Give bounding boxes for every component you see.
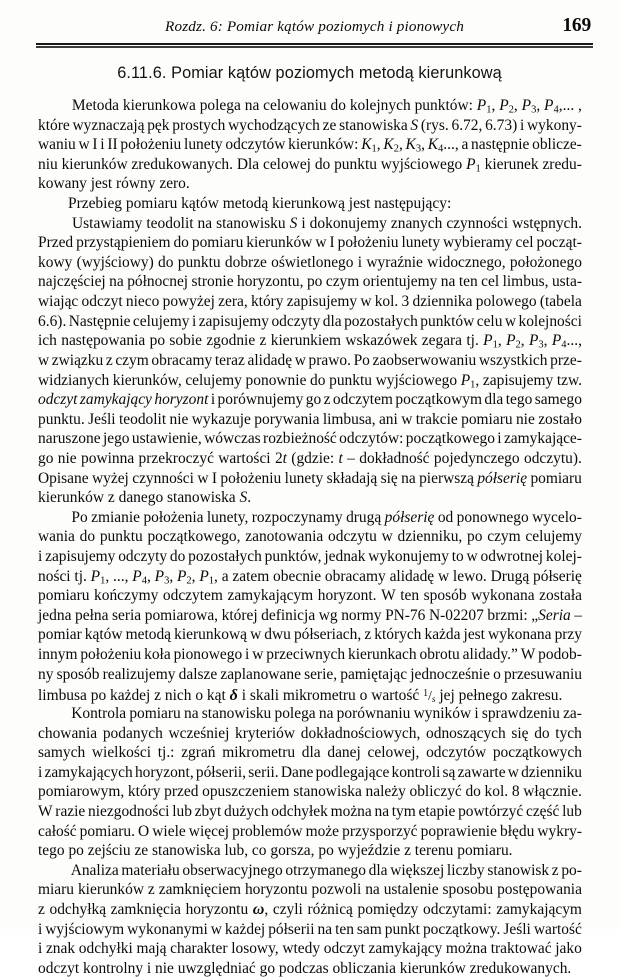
text-line: go nie powinna przekroczyć wartości 2t (gdzie: t – dokładność pojedynczego odczytu). — [38, 449, 582, 467]
text-line: Po zmianie położenia lunety, rozpoczynamy drugą półserię od ponownego wycelo- — [71, 508, 582, 526]
text-line: kierunków z danego stanowiska S. — [38, 489, 252, 507]
text-line: najczęściej na północnej stronie horyzontu, po czym orientujemy na ten cel limbus, usta- — [38, 273, 582, 291]
text-line: 6.6). Następnie celujemy i zapisujemy odczyty dla pozostałych punktów celu w kolejności — [38, 312, 582, 330]
text-line: innym położeniu koła pionowego i w przeciwnych kierunkach obrotu alidady.” W podob- — [38, 646, 582, 664]
text-line: tego po zejściu ze stanowiska lub, co gorsza, po wyjeździe z terenu pomiaru. — [38, 842, 513, 860]
text-line: waniu w I i II położeniu lunety odczytów kierunków: $K_1$, $K_2$, $K_3$, $K_4$..., a następnie oblicze- — [38, 136, 582, 155]
text-line: Metoda kierunkowa polega na celowaniu do kolejnych punktów: $P_1$, $P_2$, $P_3$, $P_4$,... , — [71, 97, 582, 116]
text-line: całość pomiaru. O wiele więcej problemów może przysporzyć poprawienie błędu wykry- — [38, 822, 582, 840]
header-rule — [36, 43, 593, 48]
text-line: ny sposób realizujemy dalsze zaplanowane serie, pamiętając jednocześnie o przesuwaniu — [38, 665, 582, 683]
text-line: w związku z czym obracamy teraz alidadę w prawo. Po zaobserwowaniu wszystkich prze- — [38, 351, 582, 369]
text-line: i znak odchyłki mają charakter losowy, wtedy odczyt zamykający można traktować jako — [38, 940, 582, 958]
text-line: wiając odczyt nieco powyżej zera, który zapisujemy w kol. 3 dziennika polowego (tabela — [38, 293, 582, 311]
text-line: odczyt zamykający horyzont i porównujemy go z odczytem początkowym dla tego samego — [38, 391, 582, 409]
text-line: i wyjściowym wykonanymi w każdej półserii na ten sam punkt początkowy. Jeśli wartość — [38, 920, 582, 938]
text-line: kowany jest równy zero. — [38, 175, 190, 193]
text-line: pomiaru kończymy odczytem zamykającym horyzont. W ten sposób wykonana została — [38, 587, 582, 605]
text-line: pomiarowym, który przed opuszczeniem stanowiska należy obliczyć do kol. 8 włącznie. — [38, 783, 582, 801]
text-line: odczyt kontrolny i nie uwzględniać go podczas obliczania kierunków zredukowanych. — [38, 959, 572, 977]
text-line: punktu. Jeśli teodolit nie wykazuje porywania limbusa, ani w trakcie pomiaru nie zostało — [38, 410, 582, 428]
text-line: Kontrola pomiaru na stanowisku polega na porównaniu wyników i sprawdzeniu za- — [71, 704, 582, 722]
text-line: jedna pełna seria pomiarowa, której definicja wg normy PN-76 N-02207 brzmi: „Seria – — [38, 606, 582, 624]
text-line: ności tj. $P_1$, ..., $P_4$, $P_3$, $P_2$, $P_1$, a zatem obecnie obracamy alidadę w lewo. Drugą półserię — [38, 567, 582, 586]
text-line: z odchyłką zamknięcia horyzontu ω, czyli różnicą pomiędzy odczytami: zamykającym — [38, 900, 582, 918]
text-line: niu kierunków zredukowanych. Dla celowej do punktu wyjściowego $P_1$ kierunek zredu- — [38, 155, 582, 175]
text-line: Ustawiamy teodolit na stanowisku S i dokonujemy znanych czynności wstępnych. — [72, 214, 582, 232]
running-head — [38, 15, 591, 44]
body-text — [38, 96, 582, 978]
text-line: kowy (wyjściowy) do punktu dobrze oświetlonego i wyraźnie widocznego, położonego — [38, 253, 582, 271]
text-line: Opisane wyżej czynności w I położeniu lunety składają się na pierwszą półserię pomiaru — [38, 469, 582, 487]
text-line: miaru kierunków z zamknięciem horyzontu pozwoli na ustalenie sposobu postępowania — [38, 881, 582, 899]
header-rule-thick — [36, 43, 593, 45]
text-line: które wyznaczają pęk prostych wychodzących ze stanowiska S (rys. 6.72, 6.73) i wykony- — [38, 116, 582, 134]
text-line: Analiza materiału obserwacyjnego otrzymanego dla większej liczby stanowisk z po- — [70, 861, 582, 879]
text-line: Przebieg pomiaru kątów metodą kierunkową jest następujący: — [68, 195, 452, 213]
text-line: ich następowania po sobie zgodnie z kierunkiem wskazówek zegara tj. $P_1$, $P_2$, $P_3$, $P_4$..., — [38, 332, 582, 351]
text-line: naruszone jego ustawienie, wówczas rozbieżność odczytów: początkowego i zamykające- — [38, 430, 582, 448]
text-line: pomiar kątów metodą kierunkową w dwu półseriach, z których każda jest wykonana przy — [38, 626, 582, 644]
text-line: wania do punktu początkowego, zanotowania odczytu w dzienniku, po czym celujemy — [38, 528, 582, 546]
text-line: chowania podanych wcześniej kryteriów dokładnościowych, odnoszących się do tych — [38, 724, 582, 742]
running-head-title: Rozdz. 6: Pomiar kątów poziomych i pionowych — [165, 18, 464, 35]
text-line: i zamykających horyzont, półserii, serii. Dane podlegające kontroli są zawarte w dzienniku — [38, 763, 582, 781]
text-line: W razie niezgodności lub zbyt dużych odchyłek można na tym etapie powtórzyć część lub — [38, 802, 582, 820]
text-line: Przed przystąpieniem do pomiaru kierunków w I położeniu lunety wybieramy cel począt- — [38, 234, 582, 252]
text-line: widzianych kierunków, celujemy ponownie do punktu wyjściowego $P_1$, zapisujemy tzw. — [38, 371, 582, 390]
section-heading: 6.11.6. Pomiar kątów poziomych metodą kierunkową — [117, 64, 502, 82]
text-line: limbusa po każdej z nich o kąt δ i skali mikrometru o wartość $^1/_s$ jej pełnego zakresu. — [38, 687, 563, 706]
text-line: samych wielkości tj.: zgrań mikrometru dla danej celowej, odczytów początkowych — [38, 744, 582, 762]
page-number: 169 — [562, 15, 591, 36]
header-rule-thin — [36, 46, 593, 47]
text-line: i zapisujemy odczyty do pozostałych punktów, jednak wykonujemy to w odwrotnej kolej- — [38, 548, 582, 566]
